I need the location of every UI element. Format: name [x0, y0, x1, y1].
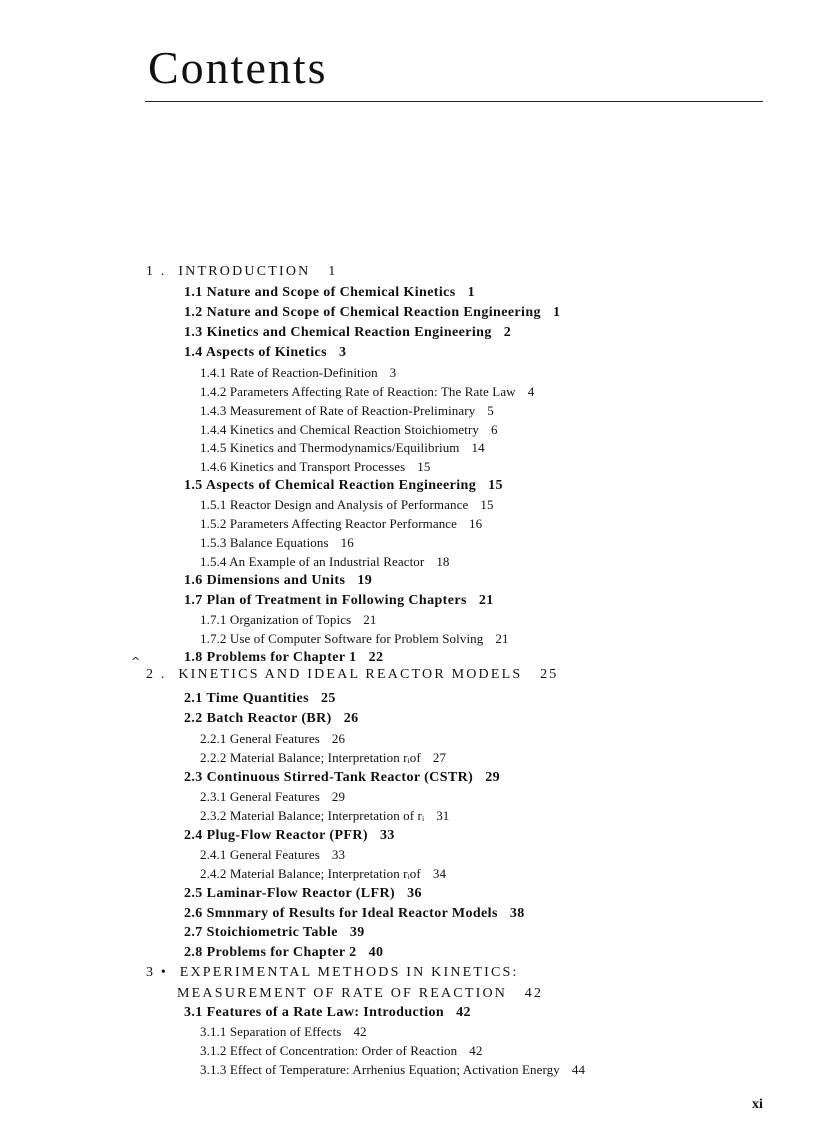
toc-subsection[interactable] [200, 1060, 585, 1080]
entry-page: 18 [436, 554, 450, 569]
entry-label: 2.5 Laminar-Flow Reactor (LFR) [184, 886, 396, 901]
entry-label: 1.4.6 Kinetics and Transport Processes [200, 459, 406, 474]
toc-section[interactable] [184, 768, 500, 788]
entry-label: 2.3.1 General Features [200, 789, 320, 804]
entry-label: 1.1 Nature and Scope of Chemical Kinetics [184, 285, 456, 300]
toc-subsection[interactable] [200, 1022, 367, 1042]
entry-label: 1.4.3 Measurement of Rate of Reaction-Preliminary [200, 403, 476, 418]
toc-subsection[interactable] [200, 787, 345, 807]
entry-label: 1.5.1 Reactor Design and Analysis of Performance [200, 497, 469, 512]
chapter-1-heading[interactable] [146, 262, 337, 282]
toc-subsection[interactable] [200, 864, 446, 884]
toc-section[interactable] [184, 1003, 471, 1023]
toc-section[interactable] [184, 826, 395, 846]
entry-label: 2.2 Batch Reactor (BR) [184, 711, 332, 726]
entry-label: 1.2 Nature and Scope of Chemical Reaction Engineering [184, 305, 541, 320]
toc-subsection[interactable] [200, 533, 354, 553]
entry-page: 29 [485, 770, 500, 785]
chapter-number: 3 • [146, 965, 169, 980]
entry-label: 2.2.1 General Features [200, 731, 320, 746]
chapter-2-heading[interactable] [146, 665, 558, 685]
entry-page: 36 [407, 886, 422, 901]
toc-subsection[interactable] [200, 845, 345, 865]
toc-subsection[interactable] [200, 382, 534, 402]
toc-section[interactable] [184, 943, 383, 963]
entry-page: 16 [340, 535, 354, 550]
toc-subsection[interactable] [200, 610, 376, 630]
toc-subsection[interactable] [200, 420, 498, 440]
entry-page: 38 [509, 906, 525, 921]
entry-page: 21 [478, 593, 494, 608]
entry-label: 1.6 Dimensions and Units [184, 573, 346, 588]
entry-page: 5 [487, 403, 494, 418]
entry-label: 1.5 Aspects of Chemical Reaction Engineering [184, 478, 477, 493]
entry-label: 2.7 Stoichiometric Table [184, 925, 338, 940]
entry-page: 22 [368, 650, 384, 665]
entry-label: 2.3.2 Material Balance; Interpretation of rᵢ [200, 808, 425, 823]
entry-page: 26 [331, 731, 346, 746]
entry-label: 2.1 Time Quantities [184, 691, 309, 706]
entry-page: 3 [389, 365, 397, 380]
entry-label: 2.8 Problems for Chapter 2 [184, 945, 357, 960]
entry-page: 2 [503, 325, 512, 340]
entry-page: 42 [469, 1043, 483, 1058]
entry-page: 16 [469, 516, 483, 531]
toc-subsection[interactable] [200, 457, 431, 477]
toc-subsection[interactable] [200, 1041, 482, 1061]
toc-subsection[interactable] [200, 401, 494, 421]
toc-section[interactable] [184, 648, 383, 668]
chapter-title: KINETICS AND IDEAL REACTOR MODELS [178, 667, 523, 682]
entry-label: 1.7.2 Use of Computer Software for Problem Solving [200, 631, 484, 646]
entry-page: 21 [495, 631, 509, 646]
entry-page: 42 [353, 1024, 367, 1039]
entry-label: 2.4.2 Material Balance; Interpretation rᵢof [200, 866, 421, 881]
entry-page: 6 [491, 422, 498, 437]
entry-label: 1.8 Problems for Chapter 1 [184, 650, 357, 665]
entry-label: 3.1 Features of a Rate Law: Introduction [184, 1005, 445, 1020]
entry-label: 2.4 Plug-Flow Reactor (PFR) [184, 828, 368, 843]
toc-subsection[interactable] [200, 729, 345, 749]
entry-page: 31 [436, 808, 450, 823]
entry-label: 1.3 Kinetics and Chemical Reaction Engineering [184, 325, 492, 340]
entry-label: 1.4 Aspects of Kinetics [184, 345, 327, 360]
entry-page: 27 [432, 750, 447, 765]
entry-page: 1 [552, 305, 561, 320]
toc-section[interactable] [184, 343, 346, 363]
entry-label: 1.7 Plan of Treatment in Following Chapters [184, 593, 467, 608]
toc-section[interactable] [184, 904, 525, 924]
page-title: Contents [148, 42, 328, 93]
toc-section[interactable] [184, 709, 359, 729]
toc-subsection[interactable] [200, 363, 396, 383]
entry-label: 1.4.4 Kinetics and Chemical Reaction Stoichiometry [200, 422, 480, 437]
toc-section[interactable] [184, 591, 494, 611]
toc-section[interactable] [184, 476, 503, 496]
chapter-title: INTRODUCTION [178, 264, 311, 279]
entry-label: 2.6 Smnmary of Results for Ideal Reactor Models [184, 906, 498, 921]
entry-label: 3.1.2 Effect of Concentration: Order of Reaction [200, 1043, 458, 1058]
toc-section[interactable] [184, 923, 365, 943]
toc-subsection[interactable] [200, 438, 485, 458]
entry-label: 1.5.3 Balance Equations [200, 535, 329, 550]
toc-subsection[interactable] [200, 514, 482, 534]
toc-subsection[interactable] [200, 495, 494, 515]
chapter-page: 25 [540, 667, 559, 682]
entry-page: 15 [417, 459, 431, 474]
entry-page: 15 [480, 497, 494, 512]
toc-section[interactable] [184, 303, 560, 323]
entry-label: 3.1.3 Effect of Temperature: Arrhenius Equation; Activation Energy [200, 1062, 560, 1077]
entry-page: 40 [368, 945, 384, 960]
entry-page: 44 [571, 1062, 586, 1077]
toc-subsection[interactable] [200, 806, 449, 826]
entry-label: 1.4.1 Rate of Reaction-Definition [200, 365, 378, 380]
chapter-3-heading-continued[interactable] [177, 984, 543, 1004]
entry-page: 15 [488, 478, 503, 493]
entry-page: 4 [527, 384, 535, 399]
chapter-title: EXPERIMENTAL METHODS IN KINETICS: [179, 965, 519, 980]
toc-section[interactable] [184, 323, 511, 343]
entry-page: 21 [363, 612, 377, 627]
entry-page: 34 [432, 866, 447, 881]
entry-label: 1.4.2 Parameters Affecting Rate of Reaction: The Rate Law [200, 384, 516, 399]
entry-page: 42 [456, 1005, 471, 1020]
toc-subsection[interactable] [200, 748, 446, 768]
entry-page: 33 [379, 828, 395, 843]
toc-subsection[interactable] [200, 552, 450, 572]
toc-section[interactable] [184, 283, 475, 303]
entry-label: 1.5.2 Parameters Affecting Reactor Performance [200, 516, 458, 531]
toc-section[interactable] [184, 884, 422, 904]
chapter-page: 1 [328, 264, 338, 279]
entry-label: 1.4.5 Kinetics and Thermodynamics/Equilibrium [200, 440, 460, 455]
entry-label: 1.7.1 Organization of Topics [200, 612, 352, 627]
entry-page: 33 [331, 847, 346, 862]
entry-label: 2.3 Continuous Stirred-Tank Reactor (CSTR) [184, 770, 474, 785]
entry-label: 3.1.1 Separation of Effects [200, 1024, 342, 1039]
chapter-number: 1 . [146, 264, 167, 279]
entry-page: 3 [338, 345, 347, 360]
page-number: xi [752, 1097, 763, 1112]
entry-label: 2.2.2 Material Balance; Interpretation rᵢof [200, 750, 421, 765]
chapter-title: MEASUREMENT OF RATE OF REACTION [177, 986, 508, 1001]
toc-section[interactable] [184, 571, 372, 591]
entry-label: 1.5.4 An Example of an Industrial Reactor [200, 554, 425, 569]
entry-page: 14 [471, 440, 485, 455]
toc-section[interactable] [184, 689, 336, 709]
entry-page: 1 [467, 285, 476, 300]
chapter-3-heading[interactable] [146, 963, 519, 983]
entry-label: 2.4.1 General Features [200, 847, 320, 862]
toc-subsection[interactable] [200, 629, 509, 649]
entry-page: 19 [357, 573, 373, 588]
entry-page: 39 [349, 925, 365, 940]
entry-page: 26 [343, 711, 359, 726]
chapter-number: 2 . [146, 667, 167, 682]
margin-mark: ^ [131, 655, 141, 668]
entry-page: 25 [320, 691, 336, 706]
chapter-page: 42 [524, 986, 544, 1001]
entry-page: 29 [331, 789, 346, 804]
